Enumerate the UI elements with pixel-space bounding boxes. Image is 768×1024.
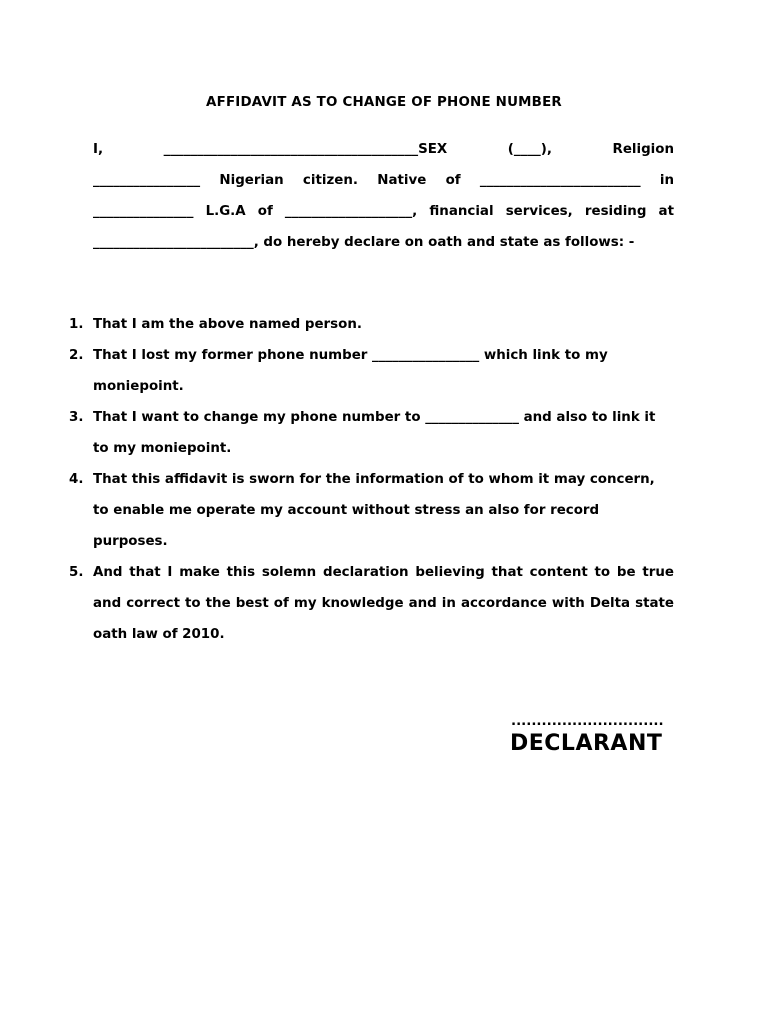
list-item-number: 3. [69, 410, 84, 425]
document-title: AFFIDAVIT AS TO CHANGE OF PHONE NUMBER [206, 95, 562, 110]
list-item-number: 4. [69, 472, 84, 487]
signature-line: .............................. [511, 714, 664, 729]
intro-paragraph [93, 134, 674, 258]
list-item-number: 1. [69, 317, 84, 332]
list-item-text: That I am the above named person. [93, 317, 362, 332]
list-item [69, 309, 674, 340]
list-item [69, 557, 674, 650]
declarant-label: DECLARANT [510, 731, 663, 756]
intro-line-4: ________________________, do hereby declare on oath and state as follows: - [93, 235, 635, 250]
list-item-number: 2. [69, 348, 84, 363]
intro-line-3: _______________ L.G.A of ___________________, financial services, residing at [93, 204, 674, 219]
declaration-list [69, 309, 674, 650]
intro-line-1: I, ______________________________________SEX (____), Religion [93, 142, 674, 157]
list-item [69, 464, 674, 557]
list-item-text: And that I make this solemn declaration believing that content to be true and correct to the best of my knowledge and in accordance with Delta state oath law of 2010. [93, 565, 674, 642]
list-item-text: That I want to change my phone number to ______________ and also to link it to my moniepoint. [93, 410, 656, 456]
list-item-text: That I lost my former phone number ________________ which link to my moniepoint. [93, 348, 608, 394]
list-item-number: 5. [69, 565, 84, 580]
list-item-text: That this affidavit is sworn for the information of to whom it may concern, to enable me operate my account without stress an also for record purposes. [93, 472, 655, 549]
list-item [69, 402, 674, 464]
list-item [69, 340, 674, 402]
intro-line-2: ________________ Nigerian citizen. Native of ________________________ in [93, 173, 674, 188]
